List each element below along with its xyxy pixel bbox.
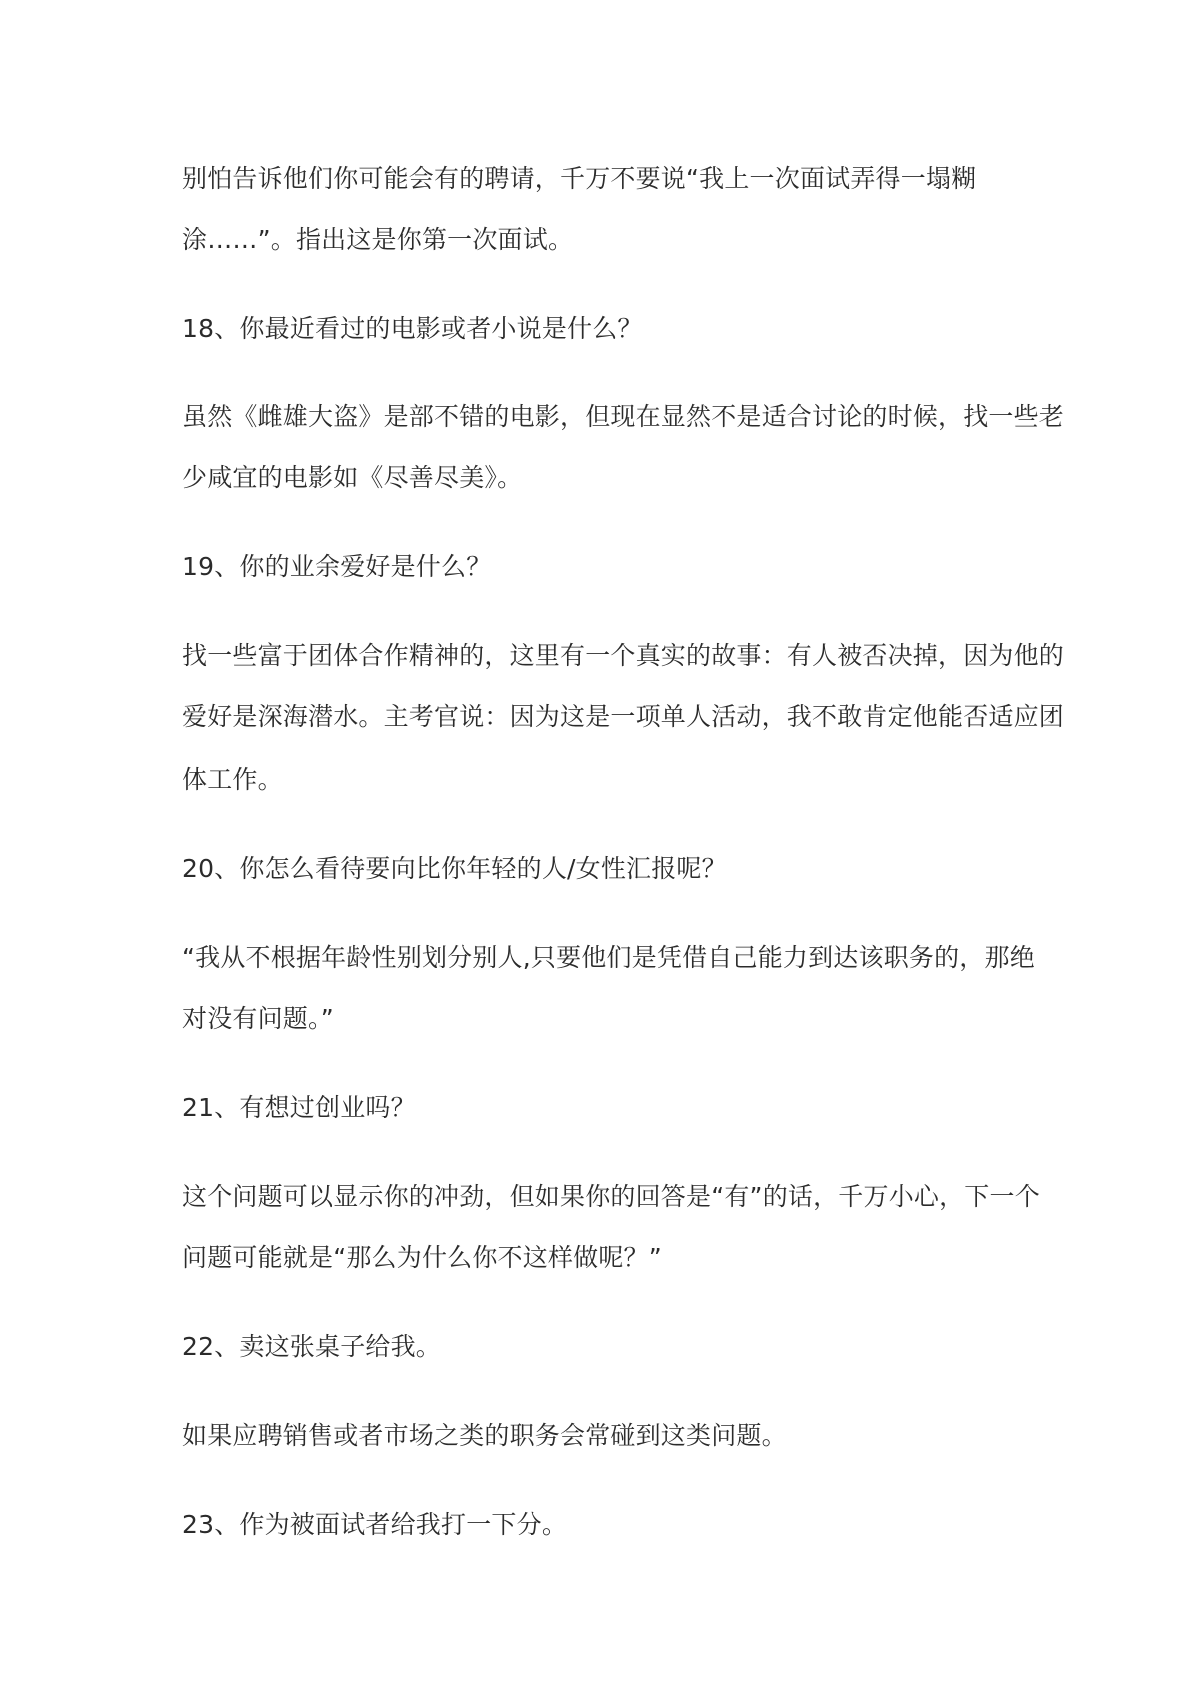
answer-text-line: 对没有问题。” [182, 1004, 334, 1033]
question-heading-22: 22、卖这张桌子给我。 [182, 1332, 442, 1361]
answer-text-line: 虽然《雌雄大盗》是部不错的电影，但现在显然不是适合讨论的时候，找一些老 [182, 402, 1065, 431]
question-heading-20: 20、你怎么看待要向比你年轻的人/女性汇报呢？ [182, 854, 727, 883]
question-heading-21: 21、有想过创业吗？ [182, 1093, 416, 1122]
answer-text-line: 这个问题可以显示你的冲劲，但如果你的回答是“有”的话，千万小心，下一个 [182, 1182, 1040, 1211]
answer-text-line: 如果应聘销售或者市场之类的职务会常碰到这类问题。 [182, 1421, 787, 1450]
answer-text-line: 问题可能就是“那么为什么你不这样做呢？” [182, 1243, 662, 1272]
answer-text-line: 涂……”。指出这是你第一次面试。 [182, 225, 574, 254]
answer-text-line: “我从不根据年龄性别划分别人,只要他们是凭借自己能力到达该职务的，那绝 [182, 943, 1035, 972]
answer-text-line: 体工作。 [182, 765, 283, 794]
question-heading-23: 23、作为被面试者给我打一下分。 [182, 1510, 568, 1539]
answer-text-line: 爱好是深海潜水。主考官说：因为这是一项单人活动，我不敢肯定他能否适应团 [182, 702, 1065, 731]
answer-text-line: 别怕告诉他们你可能会有的聘请，千万不要说“我上一次面试弄得一塌糊 [182, 164, 977, 193]
question-heading-19: 19、你的业余爱好是什么？ [182, 552, 492, 581]
question-heading-18: 18、你最近看过的电影或者小说是什么？ [182, 314, 643, 343]
answer-text-line: 找一些富于团体合作精神的，这里有一个真实的故事：有人被否决掉，因为他的 [182, 641, 1065, 670]
answer-text-line: 少咸宜的电影如《尽善尽美》。 [182, 463, 523, 492]
